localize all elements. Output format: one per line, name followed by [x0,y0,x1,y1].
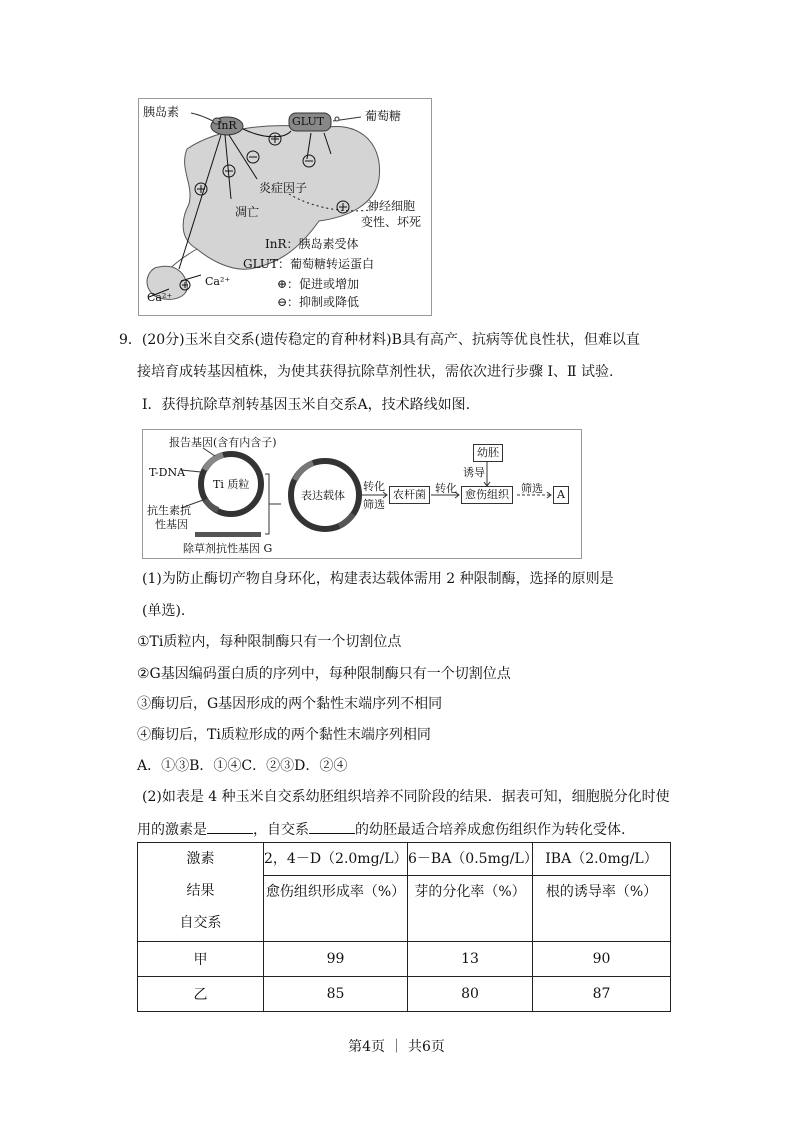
sub2-stem-line2 [137,819,625,840]
column-result: 愈伤组织形成率（%） [265,884,406,900]
table-cell: 87 [533,977,671,1012]
sub1-option-3: ③酶切后，G基因形成的两个黏性末端序列不相同 [137,696,443,712]
sub2-text-c: 的幼胚最适合培养成愈伤组织作为转化受体. [355,822,626,838]
sub1-option-2: ②G基因编码蛋白质的序列中，每种限制酶只有一个切割位点 [137,666,511,682]
ti-plasmid-label: Ti 质粒 [213,478,250,491]
legend-inr: InR：胰岛素受体 [265,237,359,251]
transform-label-2: 转化 [435,482,457,495]
table-cell: 85 [264,977,408,1012]
column-hormone: IBA（2.0mg/L） [533,843,670,876]
result-a-box: A [553,486,569,504]
table-header-row [138,843,671,942]
column-result: 根的诱导率（%） [545,884,658,900]
table-header-cell [408,843,538,942]
question9-intro-line2: 接培育成转基因植株，为使其获得抗除草剂性状，需依次进行步骤 Ⅰ、Ⅱ 试验. [137,364,614,380]
sub1-stem-line2: (单选). [142,603,186,619]
legend-promote: ⊕：促进或增加 [277,277,360,291]
embryo-box: 幼胚 [473,444,503,462]
expression-vector-label: 表达载体 [301,489,345,502]
table-cell: 90 [533,942,671,977]
page-footer: 第4页 ｜ 共6页 [348,1039,445,1055]
antibiotic-gene-label-2: 性基因 [155,518,188,531]
corner-line-label: 自交系 [179,915,222,931]
table-cell: 99 [264,942,408,977]
corner-result-label: 结果 [186,883,215,899]
neuron-effect-label-2: 变性、坏死 [361,215,422,229]
row-label: 乙 [138,977,264,1012]
table-corner-cell [138,843,264,942]
herbicide-gene-label: 除草剂抗性基因 G [183,542,273,555]
callus-box: 愈伤组织 [461,486,513,504]
screen-label-1: 筛选 [363,498,385,511]
question9-intro-line1: 9．(20分)玉米自交系(遗传稳定的育种材料)B具有高产、抗病等优良性状，但难以直 [119,332,640,348]
tissue-culture-table [137,842,671,1012]
calcium-label-out: Ca²⁺ [205,275,231,288]
line-answer-blank[interactable] [309,819,355,834]
glucose-label: 葡萄糖 [365,109,402,123]
inr-label: InR [217,119,237,132]
sub1-option-1: ①Ti质粒内，每种限制酶只有一个切割位点 [137,634,402,650]
sub2-text-b: ，自交系 [253,822,309,838]
glut-label: GLUT [292,115,325,128]
agrobacterium-box: 农杆菌 [389,486,430,504]
sub2-stem-line1: (2)如表是 4 种玉米自交系幼胚组织培养不同阶段的结果．据表可知，细胞脱分化时使 [142,789,670,805]
tdna-label: T-DNA [149,466,186,479]
transgenic-pathway-figure [142,429,582,559]
insulin-signaling-figure [138,98,432,316]
antibiotic-gene-label-1: 抗生素抗 [147,504,191,517]
sub1-option-4: ④酶切后，Ti质粒形成的两个黏性末端序列相同 [137,727,431,743]
inflammation-label: 炎症因子 [259,181,308,195]
column-hormone: 2，4－D（2.0mg/L） [264,843,407,876]
apoptosis-label: 凋亡 [235,205,260,219]
screen-label-2: 筛选 [521,482,543,495]
insulin-label: 胰岛素 [143,105,180,119]
table-header-cell [533,843,671,942]
sub2-text-a: 用的激素是 [137,822,207,838]
row-label: 甲 [138,942,264,977]
sub1-stem-line1: (1)为防止酶切产物自身环化，构建表达载体需用 2 种限制酶，选择的原则是 [142,571,614,587]
table-row [138,942,671,977]
neuron-effect-label-1: 神经细胞 [367,199,416,213]
sub1-answer-choices: A．①③B．①④C．②③D．②④ [137,758,348,774]
induce-label: 诱导 [463,466,485,479]
table-row [138,977,671,1012]
table-cell: 13 [408,942,533,977]
table-cell: 80 [408,977,533,1012]
calcium-label-in: Ca²⁺ [147,291,173,304]
table-header-cell [264,843,408,942]
question9-step1: Ⅰ．获得抗除草剂转基因玉米自交系A，技术路线如图. [142,397,471,413]
corner-hormone-label: 激素 [186,851,215,867]
column-result: 芽的分化率（%） [414,884,526,900]
transgenic-pathway-diagram [143,430,581,558]
column-hormone: 6－BA（0.5mg/L） [408,843,532,876]
transform-label-1: 转化 [363,480,385,493]
legend-glut: GLUT：葡萄糖转运蛋白 [243,257,375,271]
reporter-gene-label: 报告基因(含有内含子) [169,436,277,449]
legend-inhibit: ⊖：抑制或降低 [277,295,360,309]
hormone-answer-blank[interactable] [207,819,253,834]
